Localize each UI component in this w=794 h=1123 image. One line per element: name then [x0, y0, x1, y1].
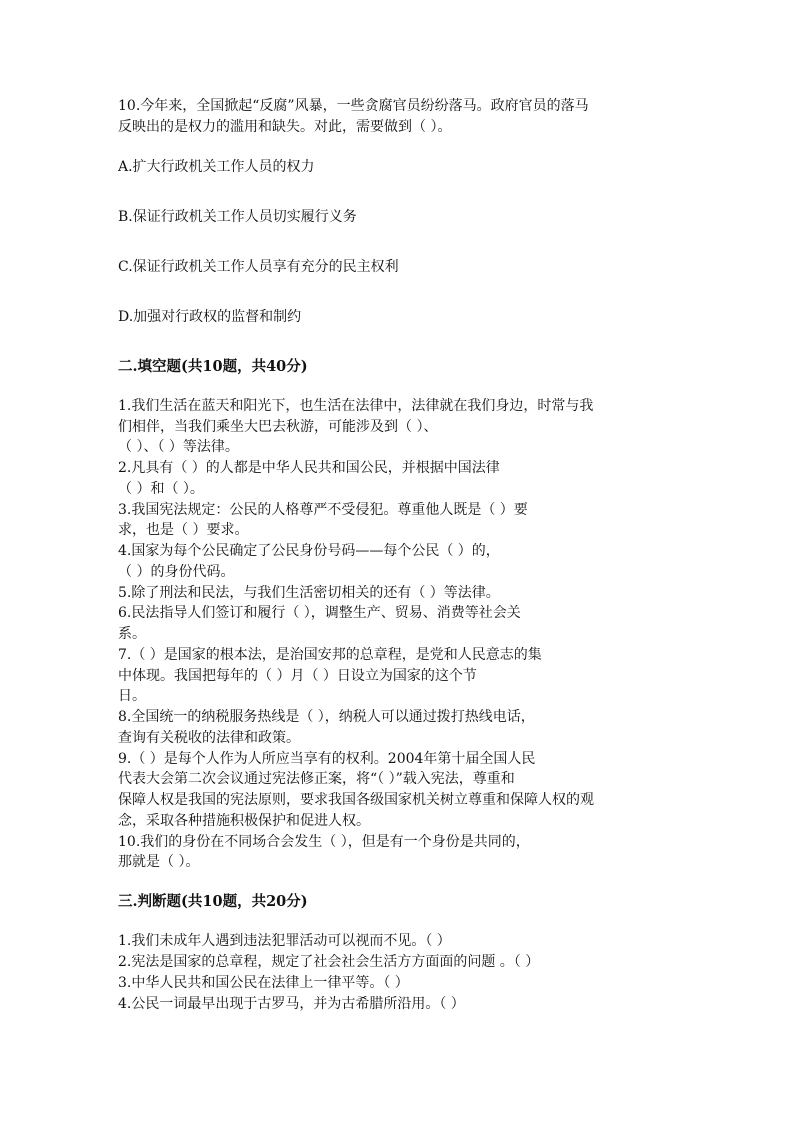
q10-stem-line-1: 10.今年来，全国掀起“反腐”风暴，一些贪腐官员纷纷落马。政府官员的落马: [118, 98, 589, 114]
q10-option-c: C.保证行政机关工作人员享有充分的民主权利: [118, 259, 399, 275]
fill-line: 查询有关税收的法律和政策。: [118, 730, 300, 746]
fill-line: 4.国家为每个公民确定了公民身份号码——每个公民（ ）的，: [118, 543, 500, 559]
fill-line: 们相伴，当我们乘坐大巴去秋游，可能涉及到（ ）、: [118, 419, 438, 435]
fill-line: 9.（ ）是每个人作为人所应当享有的权利。2004年第十届全国人民: [118, 751, 536, 767]
q10-option-d: D.加强对行政权的监督和制约: [118, 309, 302, 325]
fill-line: 1.我们生活在蓝天和阳光下，也生活在法律中，法律就在我们身边，时常与我: [118, 398, 594, 414]
fill-line: 那就是（ ）。: [118, 854, 200, 870]
fill-line: 10.我们的身份在不同场合会发生（ ），但是有一个身份是共同的，: [118, 834, 530, 850]
fill-line: 3.我国宪法规定：公民的人格尊严不受侵犯。尊重他人既是（ ）要: [118, 502, 528, 518]
fill-line: 8.全国统一的纳税服务热线是（ ），纳税人可以通过拨打热线电话，: [118, 709, 535, 725]
fill-line: 5.除了刑法和民法，与我们生活密切相关的还有（ ）等法律。: [118, 585, 500, 601]
judge-line: 2.宪法是国家的总章程，规定了社会社会生活方方面面的问题 。（ ）: [118, 954, 540, 970]
fill-line: （ ）的身份代码。: [118, 564, 235, 580]
fill-line: 代表大会第二次会议通过宪法修正案，将“（ ）”载入宪法，尊重和: [118, 771, 515, 787]
section-3-heading: 三.判断题(共10题，共20分): [118, 893, 308, 910]
fill-line: 6.民法指导人们签订和履行（ ），调整生产、贸易、消费等社会关: [118, 605, 521, 621]
judge-line: 4.公民一词最早出现于古罗马，并为古希腊所沿用。（ ）: [118, 996, 465, 1012]
fill-line: 保障人权是我国的宪法原则，要求我国各级国家机关树立尊重和保障人权的观: [118, 792, 594, 808]
fill-line: 系。: [118, 626, 146, 642]
fill-line: 中体现。我国把每年的（ ）月（ ）日设立为国家的这个节: [118, 668, 477, 684]
fill-line: 求，也是（ ）要求。: [118, 522, 249, 538]
fill-line: （ ）、（ ）等法律。: [118, 439, 239, 455]
fill-line: 日。: [118, 688, 146, 704]
q10-option-b: B.保证行政机关工作人员切实履行义务: [118, 209, 357, 225]
fill-line: 7.（ ）是国家的根本法，是治国安邦的总章程，是党和人民意志的集: [118, 647, 542, 663]
fill-line: 念，采取各种措施积极保护和促进人权。: [118, 813, 370, 829]
judge-line: 3.中华人民共和国公民在法律上一律平等。（ ）: [118, 975, 409, 991]
section-2-heading: 二.填空题(共10题，共40分): [118, 358, 308, 375]
fill-line: （ ）和（ ）。: [118, 481, 204, 497]
q10-option-a: A.扩大行政机关工作人员的权力: [118, 159, 315, 175]
fill-line: 2.凡具有（ ）的人都是中华人民共和国公民，并根据中国法律: [118, 460, 500, 476]
q10-stem-line-2: 反映出的是权力的滥用和缺失。对此，需要做到（ ）。: [118, 119, 452, 135]
judge-line: 1.我们未成年人遇到违法犯罪活动可以视而不见。（ ）: [118, 933, 451, 949]
